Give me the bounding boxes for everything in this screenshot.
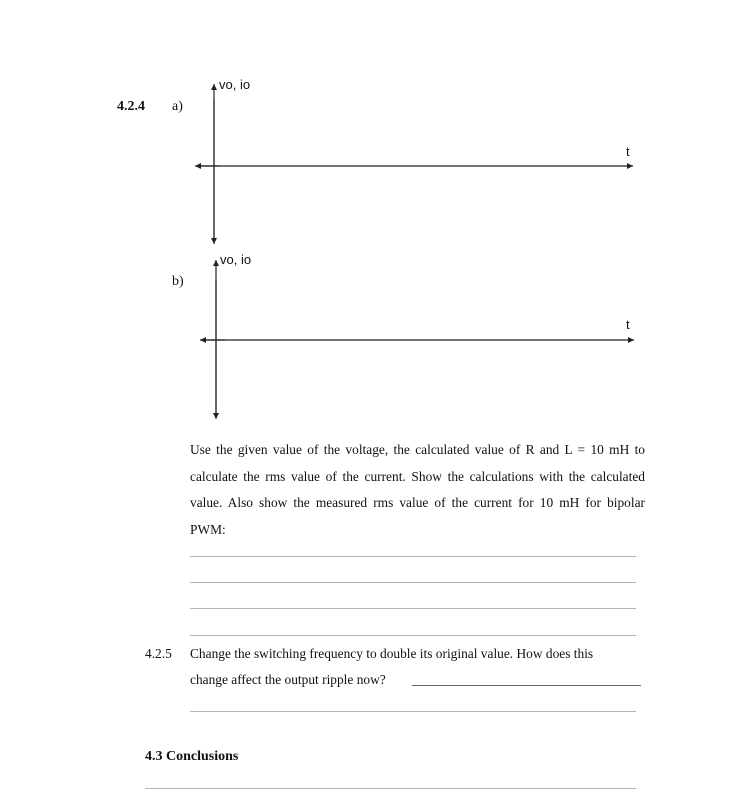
answer-line-4-2-5-inline[interactable] [412,685,641,686]
x-axis-label-b: t [626,317,630,332]
part-a-label: a) [172,99,183,114]
conclusions-answer-line[interactable] [145,788,636,789]
y-axis-label-a: vo, io [219,77,251,92]
conclusions-heading: 4.3 Conclusions [145,749,239,764]
answer-line-1[interactable] [190,556,636,557]
answer-line-2[interactable] [190,582,636,583]
question-4-2-5-line-2: change affect the output ripple now? [190,672,386,687]
answer-line-4[interactable] [190,635,636,636]
answer-line-4-2-5-2[interactable] [190,711,636,712]
question-4-2-5-number: 4.2.5 [145,646,172,661]
instruction-paragraph: Use the given value of the voltage, the calculated value of R and L = 10 mH to calculate the rms value of the current. Show the calculations with the calculated value. Also show the measured rms value of the current for 10 mH for bipolar PWM: [190,442,645,537]
y-axis-label-b: vo, io [220,252,252,267]
answer-line-3[interactable] [190,608,636,609]
section-number-4-2-4: 4.2.4 [117,99,145,114]
question-4-2-5-line-1: Change the switching frequency to double its original value. How does this [190,646,594,661]
part-b-label: b) [172,274,184,289]
x-axis-label-a: t [626,144,630,159]
